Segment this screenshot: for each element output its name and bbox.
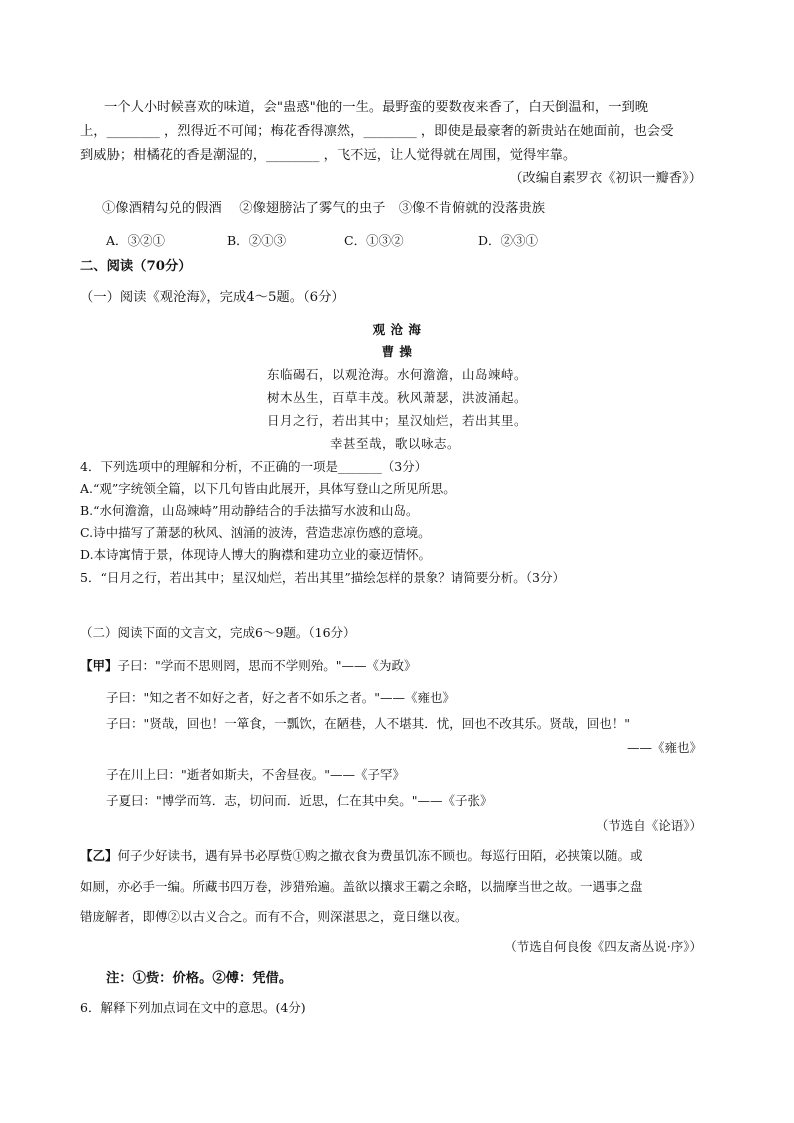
q4-option-b: B.“水何澹澹，山岛竦峙”用动静结合的手法描写水波和山岛。 (80, 503, 419, 518)
jia-line-4: 子在川上曰："逝者如斯夫，不舍昼夜。"——《子罕》 (106, 767, 405, 782)
yi-line-2: 如厕，亦必手一编。所藏书四万卷，涉猎殆遍。盖欲以攘求王霸之余略，以揣摩当世之故。一遇事之盘 (80, 879, 643, 894)
poem-author: 曹 操 (381, 344, 413, 359)
option-d: D．②③① (478, 233, 539, 248)
q4-option-a: A.“观”字统领全篇，以下几句皆由此展开，具体写登山之所见所思。 (80, 481, 456, 496)
poem-line: 树木丛生，百草丰茂。秋风萧瑟，洪波涌起。 (266, 390, 527, 405)
part1-intro: （一）阅读《观沧海》，完成4～5题。（6分） (80, 290, 345, 305)
part2-intro: （二）阅读下面的文言文，完成6～9题。（16分） (80, 625, 356, 640)
yi-label: 【乙】 (80, 848, 118, 863)
q4-option-d: D.本诗寓情于景，体现诗人博大的胸襟和建功立业的豪迈情怀。 (80, 547, 432, 562)
notes: 注：①赀：价格。②傅：凭借。 (106, 971, 293, 986)
jia-line-1: 【甲】子曰："学而不思则罔，思而不学则殆。"——《为政》 (80, 658, 417, 673)
question-4: 4．下列选项中的理解和分析，不正确的一项是_______（3分） (80, 459, 428, 474)
question-5: 5．“日月之行，若出其中；星汉灿烂，若出其里”描绘怎样的景象？请简要分析。（3分） (80, 570, 565, 585)
jia-line-5: 子夏曰："博学而笃．志，切问而．近思，仁在其中矣。"——《子张》 (106, 793, 493, 808)
yi-line-3: 错庞解者，即傅②以古义合之。而有不合，则深湛思之，竟日继以夜。 (80, 909, 468, 924)
passage-choices: ①像酒精勾兑的假酒 ②像翅膀沾了雾气的虫子 ③像不肯俯就的没落贵族 (102, 201, 546, 216)
poem-title: 观 沧 海 (372, 322, 422, 337)
poem-line: 日月之行，若出其中；星汉灿烂，若出其里。 (266, 413, 527, 428)
yi-line-1: 【乙】何子少好读书，遇有异书必厚赀①购之撤衣食为费虽饥冻不顾也。每巡行田陌，必挟策以随。或 (80, 848, 643, 863)
poem-line: 东临碣石，以观沧海。水何澹澹，山岛竦峙。 (266, 367, 527, 382)
jia-label: 【甲】 (80, 658, 118, 673)
passage-line-1: 一个人小时候喜欢的味道，会"蛊惑"他的一生。最野蛮的要数夜来香了，白天倒温和，一到晚 (104, 100, 649, 115)
section-heading: 二、阅读（70分） (80, 259, 192, 274)
jia-source: （节选自《论语》） (595, 818, 702, 833)
option-b: B．②①③ (227, 233, 287, 248)
passage-line-3: 到威胁；柑橘花的香是潮湿的，________ ，飞不远，让人觉得就在周围，觉得牢靠。 (80, 148, 577, 163)
yi-source: （节选自何良俊《四友斋丛说·序》） (504, 939, 702, 954)
poem-line: 幸甚至哉，歌以咏志。 (330, 436, 461, 451)
question-6: 6．解释下列加点词在文中的意思。(4分) (80, 1000, 306, 1015)
q4-option-c: C.诗中描写了萧瑟的秋风、汹涌的波涛，营造悲凉伤感的意境。 (80, 525, 431, 540)
jia-line-3-source: ——《雍也》 (626, 740, 702, 755)
jia-line-2: 子曰："知之者不如好之者，好之者不如乐之者。"——《雍也》 (106, 690, 456, 705)
passage-source: （改编自素罗衣《初识一瓣香》） (509, 171, 702, 186)
jia-line-3: 子曰："贤哉，回也！一箪食，一瓢饮，在陋巷，人不堪其．忧，回也不改其乐。贤哉，回也！" (106, 716, 631, 731)
option-c: C．①③② (344, 233, 404, 248)
passage-line-2: 上，________ ，烈得近不可闻；梅花香得凛然，________ ，即使是最豪奢的新贵站在她面前，也会受 (80, 124, 674, 139)
option-a: A．③②① (106, 233, 166, 248)
